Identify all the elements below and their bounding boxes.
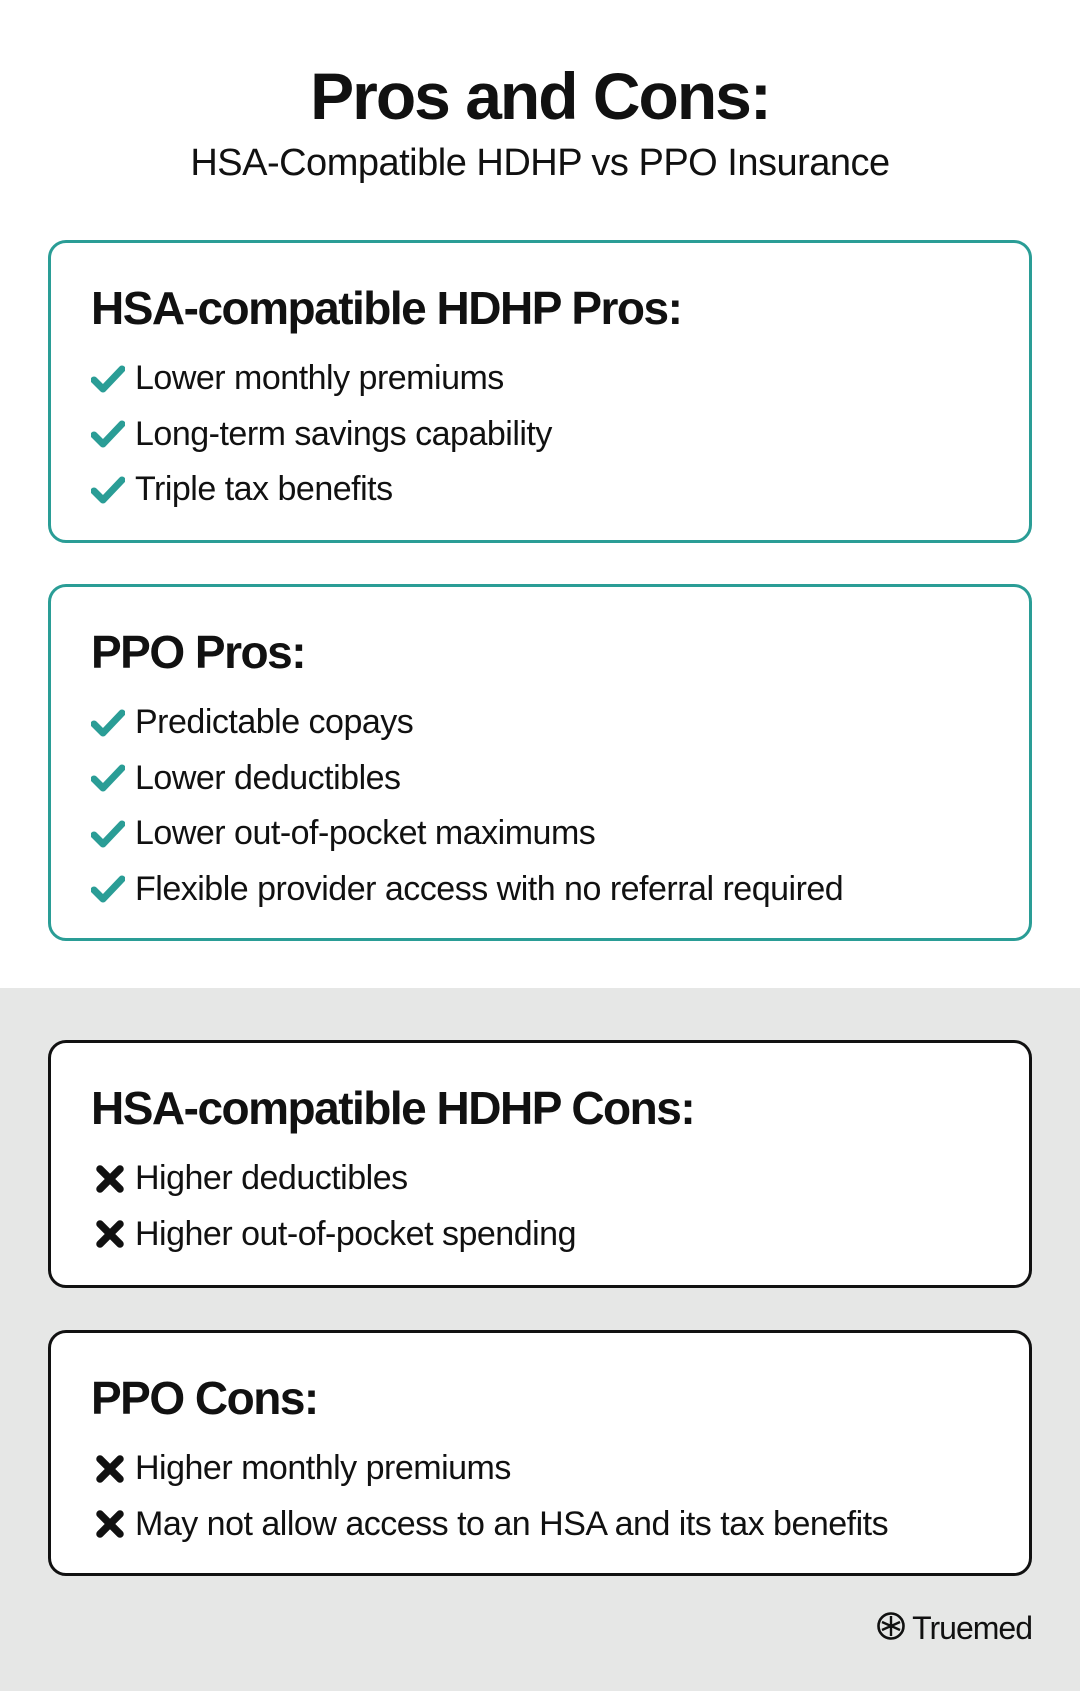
list-item (91, 695, 1029, 751)
page-subtitle: HSA-Compatible HDHP vs PPO Insurance (190, 142, 890, 184)
checkmark-icon (91, 758, 135, 798)
brand-name: Truemed (912, 1610, 1032, 1646)
item-text: Higher monthly premiums (135, 1449, 511, 1488)
item-text: Higher deductibles (135, 1159, 408, 1198)
item-text: Long-term savings capability (135, 414, 552, 453)
checkmark-icon (91, 703, 135, 743)
hdhp-pros-card (48, 240, 1032, 543)
item-text: Lower monthly premiums (135, 359, 504, 398)
checkmark-icon (91, 470, 135, 510)
ppo-cons-card (48, 1330, 1032, 1576)
item-text: Higher out-of-pocket spending (135, 1214, 576, 1253)
item-text: Triple tax benefits (135, 470, 393, 509)
checkmark-icon (91, 814, 135, 854)
header (0, 56, 1080, 188)
card-heading: PPO Cons: (91, 1372, 318, 1424)
x-mark-icon (91, 1504, 135, 1544)
list-item (91, 1151, 1029, 1207)
truemed-logo (876, 1610, 1032, 1647)
list-item (91, 751, 1029, 807)
item-text: Lower deductibles (135, 758, 401, 797)
list-item (91, 407, 1029, 463)
item-text: Flexible provider access with no referral required (135, 869, 844, 908)
card-heading: HSA-compatible HDHP Pros: (91, 282, 682, 334)
checkmark-icon (91, 359, 135, 399)
list-item (91, 351, 1029, 407)
list-item (91, 862, 1029, 918)
truemed-logo-icon (876, 1611, 906, 1646)
list-item (91, 806, 1029, 862)
list-item (91, 462, 1029, 518)
x-mark-icon (91, 1449, 135, 1489)
list-item (91, 1497, 1029, 1553)
item-text: Lower out-of-pocket maximums (135, 814, 596, 853)
list-item (91, 1207, 1029, 1263)
list-item (91, 1441, 1029, 1497)
checkmark-icon (91, 869, 135, 909)
item-text: Predictable copays (135, 703, 414, 742)
page-title: Pros and Cons: (310, 59, 770, 133)
x-mark-icon (91, 1159, 135, 1199)
ppo-pros-card (48, 584, 1032, 941)
checkmark-icon (91, 414, 135, 454)
card-heading: HSA-compatible HDHP Cons: (91, 1082, 695, 1134)
x-mark-icon (91, 1214, 135, 1254)
hdhp-cons-card (48, 1040, 1032, 1288)
card-heading: PPO Pros: (91, 626, 306, 678)
item-text: May not allow access to an HSA and its tax benefits (135, 1504, 889, 1543)
